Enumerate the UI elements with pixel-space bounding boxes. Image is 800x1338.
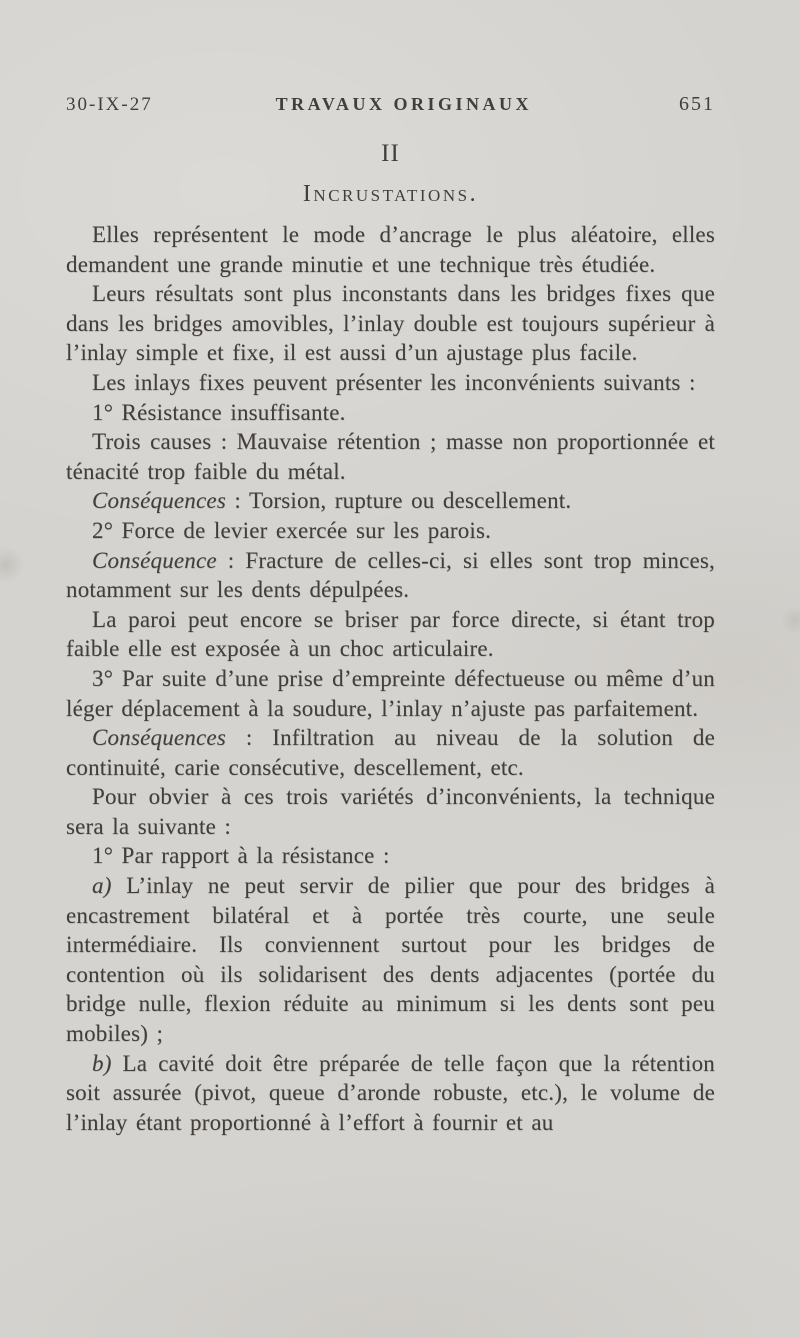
paragraph-text: La paroi peut encore se briser par force directe, si étant trop faible elle est exposée à un choc articulaire. bbox=[66, 606, 715, 662]
paragraph-text: Trois causes : Mauvaise rétention ; masse non proportionnée et ténacité trop faible du métal. bbox=[66, 429, 715, 484]
paragraph-text: La cavité doit être préparée de telle façon que la rétention soit assurée (pivot, queue d’aronde robuste, etc.), le volume de l’inlay étant proportionné à l’effort à fournir et au bbox=[66, 1050, 715, 1135]
section-numeral: II bbox=[381, 140, 400, 167]
paragraph-text: 3° Par suite d’une prise d’empreinte défectueuse ou même d’un léger déplacement à la soudure, l’inlay n’ajuste pas parfaitement. bbox=[66, 665, 715, 721]
paragraph bbox=[66, 486, 715, 516]
paragraph-text: : Fracture de celles-ci, si elles sont trop minces, notamment sur les dents dépulpées. bbox=[66, 547, 715, 603]
italic-lead: a) bbox=[92, 873, 112, 899]
paragraph bbox=[66, 605, 715, 664]
paragraph bbox=[66, 871, 715, 1049]
paragraph-text: L’inlay ne peut servir de pilier que pour des bridges à encastrement bilatéral et à portée très courte, une seule intermédiaire. Ils conviennent surtout pour les bridges de contention où ils solidarisent des dents adjacentes (portée du bridge nulle, flexion réduite au minimum si les dents sont peu mobiles) ; bbox=[66, 873, 715, 1047]
paragraph bbox=[66, 279, 715, 368]
header-title: TRAVAUX ORIGINAUX bbox=[275, 94, 533, 114]
paragraph bbox=[66, 782, 715, 841]
italic-lead: Conséquences bbox=[92, 725, 226, 751]
header-page-number: 651 bbox=[678, 93, 715, 115]
paragraph-text: 2° Force de levier exercée sur les parois. bbox=[92, 517, 492, 543]
paragraph bbox=[66, 398, 715, 428]
paragraph bbox=[66, 841, 715, 871]
paragraph bbox=[66, 427, 715, 486]
paragraph bbox=[66, 220, 715, 279]
paragraph-text: 1° Par rapport à la résistance : bbox=[92, 843, 390, 869]
italic-lead: Conséquence bbox=[92, 547, 217, 573]
paragraph bbox=[66, 368, 715, 398]
paragraph bbox=[66, 1049, 715, 1138]
paragraph-text: : Torsion, rupture ou descellement. bbox=[225, 488, 572, 514]
italic-lead: Conséquences bbox=[92, 488, 226, 514]
paragraph-text: Leurs résultats sont plus inconstants dans les bridges fixes que dans les bridges amovibles, l’inlay double est toujours supérieur à l’inlay simple et fixe, il est aussi d’un ajustage plus facile. bbox=[66, 281, 715, 366]
paragraph-text: Elles représentent le mode d’ancrage le plus aléatoire, elles demandent une grande minutie et une technique très étudiée. bbox=[66, 222, 715, 277]
paragraph-text: 1° Résistance insuffisante. bbox=[92, 399, 346, 425]
paragraph bbox=[66, 516, 715, 546]
paragraph bbox=[66, 723, 715, 782]
section-heading: Incrustations. bbox=[302, 181, 479, 207]
paragraph bbox=[66, 664, 715, 723]
paragraph-text: Les inlays fixes peuvent présenter les inconvénients suivants : bbox=[92, 369, 696, 395]
paragraph bbox=[66, 546, 715, 605]
running-header bbox=[66, 93, 715, 116]
paragraph-text: : Infiltration au niveau de la solution de continuité, carie consécutive, descellement, etc. bbox=[66, 725, 715, 780]
paragraph-text: Pour obvier à ces trois variétés d’inconvénients, la technique sera la suivante : bbox=[66, 784, 715, 839]
header-date: 30-IX-27 bbox=[66, 94, 153, 115]
article-body bbox=[66, 220, 715, 1137]
italic-lead: b) bbox=[92, 1050, 112, 1076]
